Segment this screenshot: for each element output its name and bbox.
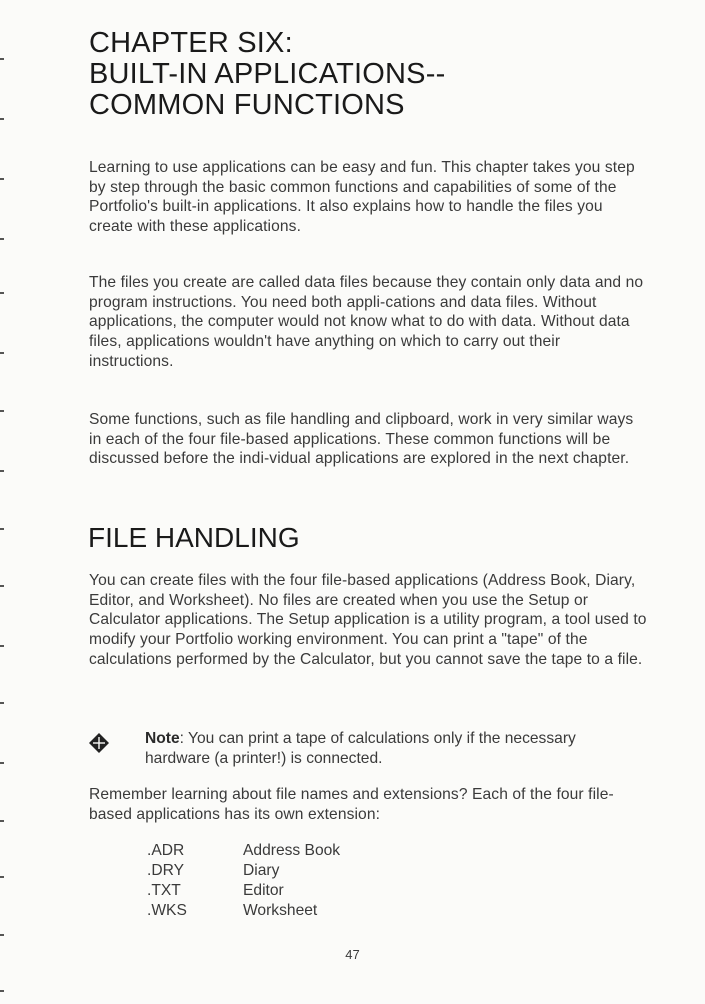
note-text (145, 729, 645, 768)
margin-mark (0, 238, 4, 240)
margin-mark (0, 990, 4, 992)
margin-mark (0, 528, 4, 530)
common-functions-paragraph: Some functions, such as file handling and clipboard, work in very similar ways in each of the four file-based applications. These common functions will be discussed before the indi-vidual applications are explored in the next chapter. (89, 411, 634, 468)
diamond-note-icon (89, 733, 109, 753)
extension-cell: .ADR (147, 842, 185, 859)
application-cell: Worksheet (243, 902, 318, 919)
chapter-title-line: BUILT-IN APPLICATIONS-- (89, 58, 446, 90)
extension-cell: .TXT (147, 882, 181, 899)
margin-mark (0, 178, 4, 180)
extension-cell: .DRY (147, 862, 184, 879)
table-row (147, 881, 340, 901)
note-label: Note (145, 730, 180, 747)
margin-mark (0, 820, 4, 822)
page-number: 47 (345, 947, 360, 962)
table-row (147, 841, 340, 861)
application-cell: Address Book (243, 842, 341, 859)
chapter-title-line: CHAPTER SIX: (89, 27, 293, 59)
margin-mark (0, 934, 4, 936)
margin-mark (0, 876, 4, 878)
margin-mark (0, 118, 4, 120)
margin-mark (0, 585, 4, 587)
margin-mark (0, 470, 4, 472)
margin-mark (0, 410, 4, 412)
margin-mark (0, 702, 4, 704)
file-handling-paragraph: You can create files with the four file-based applications (Address Book, Diary, Editor, and Worksheet). No files are created when you use the Setup or Calculator applications. The Setup application is a utility program, a tool used to modify your Portfolio working environment. You can print a "tape" of the calculations performed by the Calculator, but you cannot save the tape to a file. (89, 572, 647, 668)
table-row (147, 861, 340, 881)
intro-paragraph: Learning to use applications can be easy and fun. This chapter takes you step by step through the basic common functions and capabilities of some of the Portfolio's built-in applications. It also explains how to handle the files you create with these applications. (89, 159, 635, 236)
application-cell: Editor (243, 882, 284, 899)
margin-mark (0, 352, 4, 354)
application-cell: Diary (243, 862, 280, 879)
extensions-intro-paragraph: Remember learning about file names and extensions? Each of the four file-based applications has its own extension: (89, 786, 614, 823)
section-title: FILE HANDLING (88, 522, 300, 553)
data-files-paragraph: The files you create are called data files because they contain only data and no program instructions. You need both appli-cations and data files. Without applications, the computer would not know what to do with data. Without data files, applications wouldn't have anything on which to carry out their instructions. (89, 274, 644, 370)
table-row (147, 901, 340, 921)
chapter-title-line: COMMON FUNCTIONS (89, 89, 405, 121)
margin-mark (0, 292, 4, 294)
margin-mark (0, 645, 4, 647)
chapter-title (89, 28, 649, 121)
margin-mark (0, 58, 4, 60)
note-body: : You can print a tape of calculations only if the necessary hardware (a printer!) is connected. (145, 730, 576, 767)
extensions-table (147, 841, 340, 921)
extension-cell: .WKS (147, 902, 187, 919)
margin-mark (0, 762, 4, 764)
